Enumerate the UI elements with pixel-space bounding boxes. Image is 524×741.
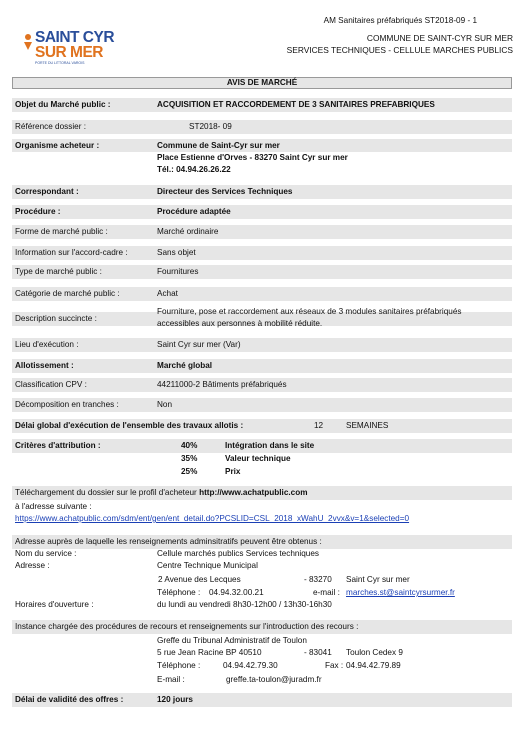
- tranches-row: [12, 398, 512, 412]
- allotissement-row: [12, 359, 512, 373]
- lieu-value: Saint Cyr sur mer (Var): [157, 340, 241, 349]
- reference-row: [12, 120, 512, 134]
- description-line-2: accessibles aux personnes à mobilité réduite.: [157, 319, 323, 328]
- commune-name: COMMUNE DE SAINT-CYR SUR MER: [366, 33, 513, 43]
- correspondant-label: Correspondant :: [15, 187, 79, 196]
- critere-3-pct: 25%: [181, 467, 198, 476]
- adresse-street: 2 Avenue des Lecques: [158, 575, 241, 584]
- renseignements-header: [12, 535, 512, 549]
- adresse-line-1: Centre Technique Municipal: [157, 561, 258, 570]
- adresse-cp: - 83270: [304, 575, 332, 584]
- logo-tagline: PORTE DU LITTORAL VAROIS: [35, 61, 85, 65]
- organisme-line-2: Place Estienne d'Orves - 83270 Saint Cyr sur mer: [157, 153, 348, 162]
- tranches-label: Décomposition en tranches :: [15, 400, 119, 409]
- recours-heading: Instance chargée des procédures de recours et renseignements sur l'introduction des recours :: [15, 622, 359, 631]
- horaires-label: Horaires d'ouverture :: [15, 600, 94, 609]
- reference-value: ST2018- 09: [189, 122, 232, 131]
- title-bar: [12, 77, 512, 89]
- recours-header: [12, 620, 512, 634]
- telechargement-text: [15, 488, 308, 497]
- reference-label: Référence dossier :: [15, 122, 86, 131]
- telechargement-prefix: Téléchargement du dossier sur le profil d'acheteur: [15, 488, 197, 497]
- procedure-row: [12, 205, 512, 219]
- recours-email-label: E-mail :: [157, 675, 185, 684]
- dossier-download-link[interactable]: https://www.achatpublic.com/sdm/ent/gen/ent_detail.do?PCSLID=CSL_2018_xWahU_2vvx&v=1&selected=0: [15, 514, 410, 523]
- forme-label: Forme de marché public :: [15, 227, 108, 236]
- recours-street: 5 rue Jean Racine BP 40510: [157, 648, 262, 657]
- categorie-label: Catégorie de marché public :: [15, 289, 120, 298]
- telechargement-header: [12, 486, 512, 500]
- delai-label: Délai global d'exécution de l'ensemble des travaux allotis :: [15, 421, 244, 430]
- forme-value: Marché ordinaire: [157, 227, 219, 236]
- type-row: [12, 265, 512, 279]
- objet-value: ACQUISITION ET RACCORDEMENT DE 3 SANITAIRES PREFABRIQUES: [157, 100, 435, 109]
- recours-email-value[interactable]: greffe.ta-toulon@juradm.fr: [226, 675, 322, 684]
- telephone-label: Téléphone :: [157, 588, 201, 597]
- forme-row: [12, 225, 512, 239]
- service-name: SERVICES TECHNIQUES - CELLULE MARCHES PUBLICS: [286, 45, 513, 55]
- organisme-line-1: Commune de Saint-Cyr sur mer: [157, 141, 280, 150]
- accord-label: Information sur l'accord-cadre :: [15, 248, 128, 257]
- validite-label: Délai de validité des offres :: [15, 695, 124, 704]
- recours-telephone-value: 04.94.42.79.30: [223, 661, 278, 670]
- delai-unit: SEMAINES: [346, 421, 389, 430]
- cpv-label: Classification CPV :: [15, 380, 87, 389]
- cpv-value: 44211000-2 Bâtiments préfabriqués: [157, 380, 287, 389]
- renseignements-heading: Adresse auprès de laquelle les renseignements adminsitratifs peuvent être obtenus :: [15, 537, 322, 546]
- correspondant-value: Directeur des Services Techniques: [157, 187, 293, 196]
- logo-line-1: SAINT CYR: [35, 29, 115, 46]
- recours-ville: Toulon Cedex 9: [346, 648, 403, 657]
- recours-fax-label: Fax :: [325, 661, 344, 670]
- email-link[interactable]: marches.st@saintcyrsurmer.fr: [346, 588, 455, 597]
- page-title: AVIS DE MARCHÉ: [226, 78, 298, 87]
- document-reference: AM Sanitaires préfabriqués ST2018-09 - 1: [323, 16, 477, 25]
- lieu-row: [12, 338, 512, 352]
- achatpublic-link[interactable]: http://www.achatpublic.com: [199, 488, 308, 497]
- logo-line-2: SUR MER: [35, 44, 103, 61]
- description-line-1: Fourniture, pose et raccordement aux réseaux de 3 modules sanitaires préfabriqués: [157, 307, 462, 316]
- objet-row: [12, 98, 512, 112]
- lieu-label: Lieu d'exécution :: [15, 340, 79, 349]
- validite-row: [12, 693, 512, 707]
- critere-3-name: Prix: [225, 467, 241, 476]
- recours-cp: - 83041: [304, 648, 332, 657]
- recours-telephone-label: Téléphone :: [157, 661, 201, 670]
- telephone-value: 04.94.32.00.21: [209, 588, 264, 597]
- categorie-row: [12, 287, 512, 301]
- type-value: Fournitures: [157, 267, 199, 276]
- sun-sail-icon: [23, 33, 33, 51]
- critere-2-name: Valeur technique: [225, 454, 291, 463]
- critere-2-pct: 35%: [181, 454, 198, 463]
- objet-label: Objet du Marché public :: [15, 100, 111, 109]
- type-label: Type de marché public :: [15, 267, 102, 276]
- organisme-line-3: Tél.: 04.94.26.26.22: [157, 165, 231, 174]
- allotissement-value: Marché global: [157, 361, 213, 370]
- critere-1-name: Intégration dans le site: [225, 441, 315, 450]
- allotissement-label: Allotissement :: [15, 361, 74, 370]
- delai-number: 12: [314, 421, 324, 430]
- recours-name: Greffe du Tribunal Administratif de Toulon: [157, 636, 307, 645]
- cpv-row: [12, 378, 512, 392]
- nom-service-value: Cellule marchés publics Services techniques: [157, 549, 320, 558]
- accord-value: Sans objet: [157, 248, 196, 257]
- procedure-value: Procédure adaptée: [157, 207, 231, 216]
- categorie-value: Achat: [157, 289, 178, 298]
- adresse-ville: Saint Cyr sur mer: [346, 575, 410, 584]
- telechargement-line-2: à l'adresse suivante :: [15, 502, 92, 511]
- nom-service-label: Nom du service :: [15, 549, 77, 558]
- description-label: Description succincte :: [15, 314, 97, 323]
- delai-row: [12, 419, 512, 433]
- accord-row: [12, 246, 512, 260]
- procedure-label: Procédure :: [15, 207, 61, 216]
- horaires-value: du lundi au vendredi 8h30-12h00 / 13h30-16h30: [157, 600, 332, 609]
- adresse-label: Adresse :: [15, 561, 50, 570]
- validite-value: 120 jours: [157, 695, 193, 704]
- email-label: e-mail :: [313, 588, 340, 597]
- organisme-label: Organisme acheteur :: [15, 141, 100, 150]
- criteres-label: Critères d'attribution :: [15, 441, 101, 450]
- tranches-value: Non: [157, 400, 173, 409]
- correspondant-row: [12, 185, 512, 199]
- recours-fax-value: 04.94.42.79.89: [346, 661, 401, 670]
- critere-1-pct: 40%: [181, 441, 198, 450]
